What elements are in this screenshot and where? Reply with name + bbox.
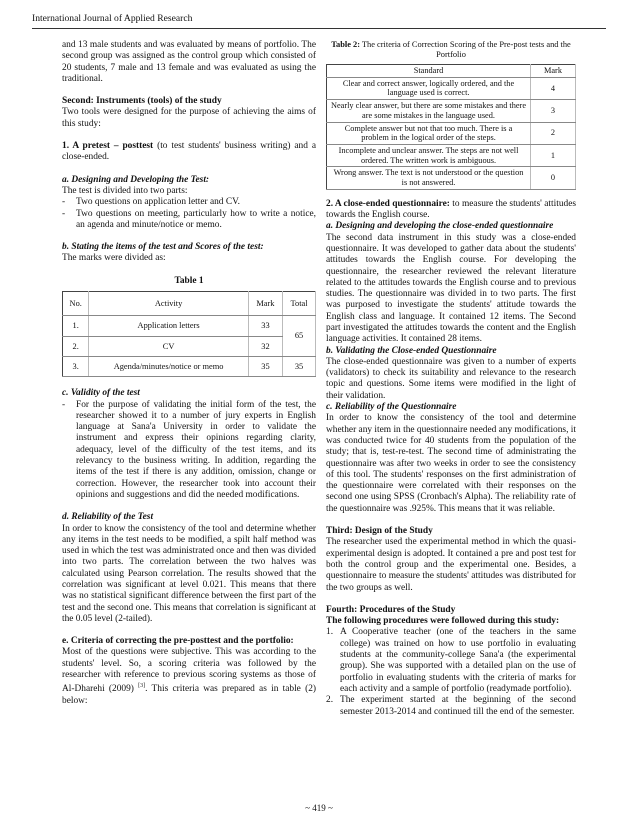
- col-header-standard: Standard: [327, 65, 531, 78]
- marks-table: [62, 291, 316, 377]
- cell-no: 3.: [63, 356, 89, 376]
- table-header-row: [63, 292, 316, 316]
- table-row: [63, 356, 316, 376]
- list-item: 1. A Cooperative teacher (one of the teachers in the same college) was trained on how to use portfolio in evaluating students at the community-college Sana'a (the experimental group). She was supported with a detailed plan on the use of portfolio in evaluating students with the criteria of marks for each activity and a sample of portfolio (readymade portfolio).: [326, 627, 576, 694]
- heading-criteria: e. Criteria of correcting the pre-posttest and the portfolio:: [62, 636, 294, 647]
- cell-mark: 35: [248, 356, 282, 376]
- cell-mark: 33: [248, 316, 282, 336]
- heading-procedures-sub: The following procedures were followed during this study:: [326, 616, 560, 627]
- heading-reliability-test: d. Reliability of the Test: [62, 512, 154, 523]
- paragraph-validating-questionnaire: The close-ended questionnaire was given to a number of experts (validators) to check its suitability and relevance to the research topic and questions. Some items were modified in the light of their validation.: [326, 356, 576, 401]
- cell-standard: Clear and correct answer, logically ordered, and the language used is correct.: [327, 77, 531, 99]
- cell-mark: 0: [531, 167, 576, 189]
- list-item: - Two questions on meeting, particularly how to write a notice, an agenda and minute/notice or memo.: [62, 208, 316, 230]
- col-header-total: Total: [283, 292, 316, 316]
- col-header-mark: Mark: [531, 65, 576, 78]
- paragraph-instruments: Two tools were designed for the purpose of achieving the aims of this study:: [62, 107, 316, 129]
- pretest-text: (to test students' business writing) and a close-ended.: [62, 141, 316, 163]
- list-item: 2. The experiment started at the beginning of the second semester 2013-2014 and continued till the end of the semester.: [326, 695, 576, 717]
- list-item: - Two questions on application letter and CV.: [62, 197, 240, 208]
- heading-procedures: Fourth: Procedures of the Study: [326, 604, 456, 615]
- cell-activity: Application letters: [89, 316, 248, 336]
- paragraph-test-parts: The test is divided into two parts:: [62, 185, 188, 196]
- heading-validity: c. Validity of the test: [62, 388, 140, 399]
- heading-designing-test: a. Designing and Developing the Test:: [62, 174, 210, 185]
- journal-name: International Journal of Applied Research: [32, 13, 193, 24]
- paragraph-design: The researcher used the experimental method in which the quasi-experimental design is adopted. It contained a pre and post test for both the control group and the experimental one. Besides, a questionnaire to measure the students' attitudes was distributed for the two groups as well.: [326, 537, 576, 593]
- test-parts-list: [62, 197, 316, 231]
- heading-design: Third: Design of the Study: [326, 526, 433, 537]
- cell-activity: Agenda/minutes/notice or memo: [89, 356, 248, 376]
- paragraph-designing-questionnaire: The second data instrument in this study was a close-ended questionnaire. It was developed to gather data about the students' attitudes towards the English course. For developing the questionnaire, the researcher reviewed the relevant literature related to the attitudes towards the English course and to previous studies. The questionnaire was divided in to two parts. The first was purposed to investigate the students' attitude towards the English class and language. It contained 12 items. The Second part investigated the attitudes towards the content and the English language activities. It contained 28 items.: [326, 232, 576, 345]
- heading-designing-questionnaire: a. Designing and developing the close-ended questionnaire: [326, 221, 554, 232]
- cell-activity: CV: [89, 336, 248, 356]
- heading-close-ended: 2. A close-ended questionnaire:: [326, 198, 450, 209]
- cell-mark: 1: [531, 144, 576, 166]
- heading-stating-items: b. Stating the items of the test and Scores of the test:: [62, 242, 264, 253]
- heading-reliability-questionnaire: c. Reliability of the Questionnaire: [326, 402, 457, 413]
- cell-mark: 3: [531, 100, 576, 122]
- validity-list: [62, 400, 316, 502]
- cell-mark: 2: [531, 122, 576, 144]
- paragraph-criteria: Most of the questions were subjective. This was according to the students' level. So, a scoring criteria was followed by the researcher with reference to previous scoring systems as those of Al-Dharehi (2009) [3]. This criteria was prepared as in table (2) below:: [62, 647, 316, 706]
- cell-standard: Incomplete and unclear answer. The steps are not well ordered. The written work is ambiguous.: [327, 144, 531, 166]
- cell-total-merged: 65: [283, 316, 316, 357]
- paragraph-marks: The marks were divided as:: [62, 253, 166, 264]
- table-header-row: [327, 65, 576, 78]
- list-item: - For the purpose of validating the initial form of the test, the researcher showed it to a number of jury experts in English language at Sana'a University in order to validate the instrument and express their opinions regarding clarity, adequacy, level of the difficulty of the test items, and its relevancy to the business writing. In addition, regarding the items of the test if there is any addition, omission, change or correction. However, the researcher took into account their opinions and suggestions and did the needed modifications.: [62, 399, 316, 500]
- cell-mark: 32: [248, 336, 282, 356]
- paragraph-groups: and 13 male students and was evaluated by means of portfolio. The second group was assigned as the control group which consisted of 20 students, 7 male and 13 female and was evaluated as using the traditional.: [62, 40, 316, 84]
- table1-caption: Table 1: [174, 275, 204, 286]
- heading-pretest: 1. A pretest – posttest: [62, 141, 154, 152]
- col-header-activity: Activity: [89, 292, 248, 316]
- paragraph-close-ended: 2. A close-ended questionnaire: to measure the students' attitudes towards the English course.: [326, 198, 576, 221]
- cell-total: 35: [283, 356, 316, 376]
- paragraph-pretest: [62, 141, 316, 164]
- table-row: [63, 336, 316, 356]
- right-column: [326, 40, 576, 718]
- header-rule: [32, 28, 606, 29]
- paragraph-reliability-test: In order to know the consistency of the tool and determine whether any items in the test needs to be modified, a spilt half method was used in which the test was administrated once and then was divided into two parts. The correlation between the two halves was calculated using Pearson correlation. The results showed that the correlation was significant at level 0.021. This means that there was no statistical significant difference between the first part of the test and the second one. This means that correlation is significant at the 0.05 level (2-tailed).: [62, 523, 316, 624]
- left-column: [62, 40, 316, 707]
- table2-caption: Table 2: The criteria of Correction Scoring of the Pre-post tests and the Portfolio: [331, 40, 571, 59]
- table-row: [63, 316, 316, 336]
- paragraph-reliability-questionnaire: In order to know the consistency of the tool and determine whether any item in the questionnaire needed any modifications, it was conducted twice for 40 students from the population of the study; that is, test-re-test. The second time of administrating the questionnaire was after two weeks in order to see the consistency of this tool. The students' responses on the first administration of the questionnaire were correlated with their responses on the second one using SPSS (Cronbach's Alpha). The reliability rate of the questionnaire was .925%. This means that it was reliable.: [326, 413, 576, 514]
- criteria-table: [326, 64, 576, 190]
- col-header-no: No.: [63, 292, 89, 316]
- heading-instruments: Second: Instruments (tools) of the study: [62, 96, 222, 107]
- col-header-mark: Mark: [248, 292, 282, 316]
- cell-standard: Complete answer but not that too much. There is a problem in the logical order of the steps.: [327, 122, 531, 144]
- page-number: ~ 419 ~: [305, 803, 333, 813]
- citation-ref[interactable]: [3]: [138, 683, 146, 690]
- cell-no: 2.: [63, 336, 89, 356]
- heading-validating-questionnaire: b. Validating the Close-ended Questionnaire: [326, 345, 497, 356]
- cell-no: 1.: [63, 316, 89, 336]
- table-row: [327, 122, 576, 144]
- cell-standard: Nearly clear answer, but there are some mistakes and there are some mistakes in the language used.: [327, 100, 531, 122]
- cell-standard: Wrong answer. The text is not understood or the question is not answered.: [327, 167, 531, 189]
- procedures-list: [326, 627, 576, 717]
- table-row: [327, 144, 576, 166]
- table-row: [327, 167, 576, 189]
- cell-mark: 4: [531, 77, 576, 99]
- table-row: [327, 77, 576, 99]
- table-row: [327, 100, 576, 122]
